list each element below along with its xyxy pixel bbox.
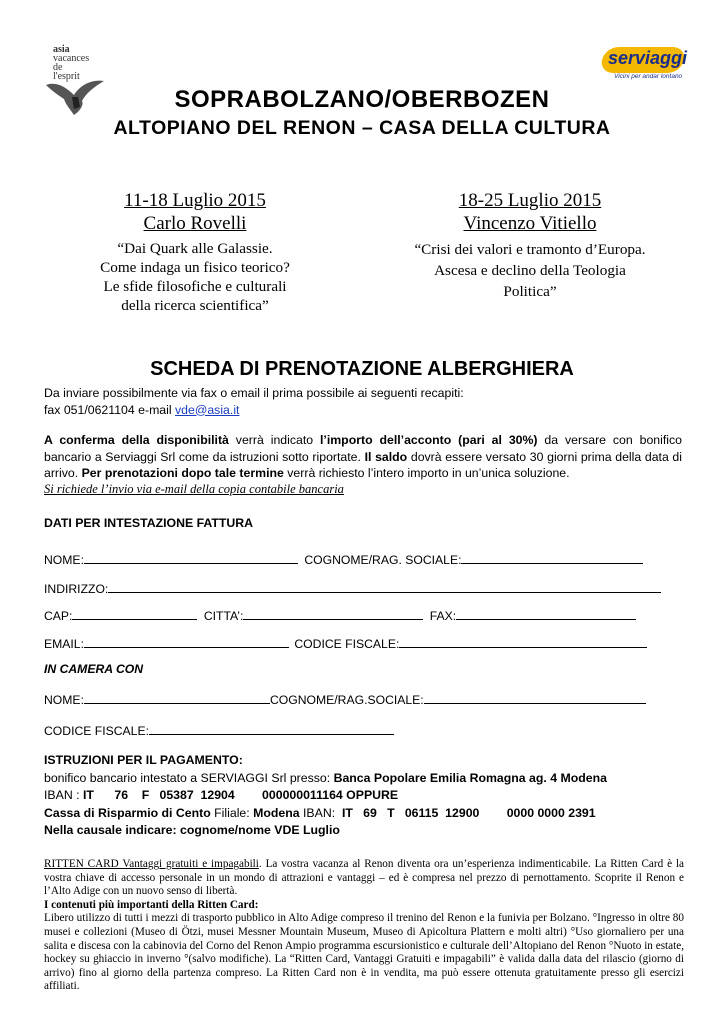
contact-line: fax 051/0621104 e-mail vde@asia.it [44,402,240,417]
row-cap: CAP: CITTA’: FAX: [44,607,636,623]
page-subtitle: ALTOPIANO DEL RENON – CASA DELLA CULTURA [113,117,611,139]
row-nome: NOME: COGNOME/RAG. SOCIALE: [44,551,643,567]
codice-fiscale-field[interactable] [399,635,647,648]
ritten-subtitle: I contenuti più importanti della Ritten Card: [44,898,259,911]
event-1-title: “Dai Quark alle Galassie. Come indaga un fisico teorico? Le sfide filosofiche e culturali della ricerca scientifica” [100,240,290,314]
room-heading: IN CAMERA CON [44,662,144,676]
nome-field[interactable] [84,551,298,564]
row-email: EMAIL: CODICE FISCALE: [44,635,647,651]
row-indirizzo: INDIRIZZO: [44,580,661,596]
ritten-intro: RITTEN CARD Vantaggi gratuiti e impagabili. La vostra vacanza al Renon diventa ora un’esperienza indimenticabile. La Ritten Card è la vostra chiave di accesso personale in un mondo di attrazioni e vantaggi – ed è compresa nel prezzo di pernottamento. Scoprite il Renon e l’Alto Adige con un nuovo senso di libertà. [44,858,684,898]
form-intro: Da inviare possibilmente via fax o email il prima possibile ai seguenti recapiti: fax 051/0621104 e-mail vde@asia.it [44,385,684,418]
ritten-card-section [44,858,684,994]
event-2-title: “Crisi dei valori e tramonto d’Europa. Ascesa e declino della Teologia Politica” [414,241,646,300]
payment-line-1: bonifico bancario intestato a SERVIAGGI Srl presso: Banca Popolare Emilia Romagna ag. 4 Modena [44,770,607,785]
email-link[interactable]: vde@asia.it [175,402,240,417]
indirizzo-field[interactable] [108,580,661,593]
row-room-cf: CODICE FISCALE: [44,722,394,738]
row-room-nome: NOME: COGNOME/RAG.SOCIALE: [44,691,646,707]
fax-field[interactable] [456,607,636,620]
citta-field[interactable] [243,607,423,620]
cognome-field[interactable] [461,551,643,564]
bank-copy-note: Si richiede l’invio via e-mail della copia contabile bancaria [44,482,344,496]
payment-section [44,752,694,840]
serviaggi-logo-text: serviaggi [608,48,688,68]
payment-iban-1: IBAN : IT 76 F 05387 12904 000000011164 OPPURE [44,788,399,802]
invoice-heading: DATI PER INTESTAZIONE FATTURA [44,516,254,530]
ritten-title: RITTEN CARD Vantaggi gratuiti e impagabili [44,858,259,870]
room-nome-field[interactable] [84,691,270,704]
ritten-details: Libero utilizzo di tutti i mezzi di trasporto pubblico in Alto Adige compreso il trenino del Renon e la funivia per Bolzano. °Ingresso in oltre 80 musei e collezioni (Museo di Ötzi, musei Messner Mountain Museum, Museo di Apicoltura Plattern e molti altri) °Uso giornaliero per una salita e discesa con la cabinovia del Corno del Renon Ampio programma escursionistico e culturale dell’Altopiano del Renon °Nuoto in estate, hockey su ghiaccio in inverno °(salvo modifiche). La “Ritten Card, Vantaggi Gratuiti e impagabili” è valida dalla data del rilascio (giorno di arrivo) fino al giorno della partenza compreso. La Ritten Card non è in vendita, ma può essere ottenuta gratuitamente presso gli esercizi affiliati. [44,912,684,993]
confirmation-text: A conferma della disponibilità verrà indicato l’importo dell’acconto (pari al 30%) da versare con bonifico bancario a Serviaggi Srl come da istruzioni sotto riportate. Il saldo dovrà essere versato 30 giorni prima della data di arrivo. Per prenotazioni dopo tale termine verrà richiesto l’intero importo in un’unica soluzione. [44,433,683,480]
email-field[interactable] [84,635,289,648]
room-cognome-field[interactable] [424,691,646,704]
event-2-dates: 18-25 Luglio 2015 [458,190,602,211]
room-codice-fiscale-field[interactable] [149,722,394,735]
event-2-speaker: Vincenzo Vitiello [463,213,597,234]
event-2 [370,190,690,302]
page-title: SOPRABOLZANO/OBERBOZEN [174,86,550,113]
asia-logo-text: asia vacances de l'esprit [53,44,90,82]
event-1 [40,190,350,315]
payment-iban-2: Cassa di Risparmio di Cento Filiale: Modena IBAN: IT 69 T 06115 12900 0000 0000 2391 [44,805,596,820]
form-title: SCHEDA DI PRENOTAZIONE ALBERGHIERA [150,358,574,380]
payment-heading: ISTRUZIONI PER IL PAGAMENTO: [44,753,243,767]
event-1-speaker: Carlo Rovelli [143,213,247,234]
cap-field[interactable] [72,607,197,620]
serviaggi-logo [600,43,688,83]
serviaggi-tagline: Vicini per andar lontano [614,73,683,80]
event-1-dates: 11-18 Luglio 2015 [124,190,266,211]
payment-causale: Nella causale indicare: cognome/nome VDE Luglio [44,823,340,837]
